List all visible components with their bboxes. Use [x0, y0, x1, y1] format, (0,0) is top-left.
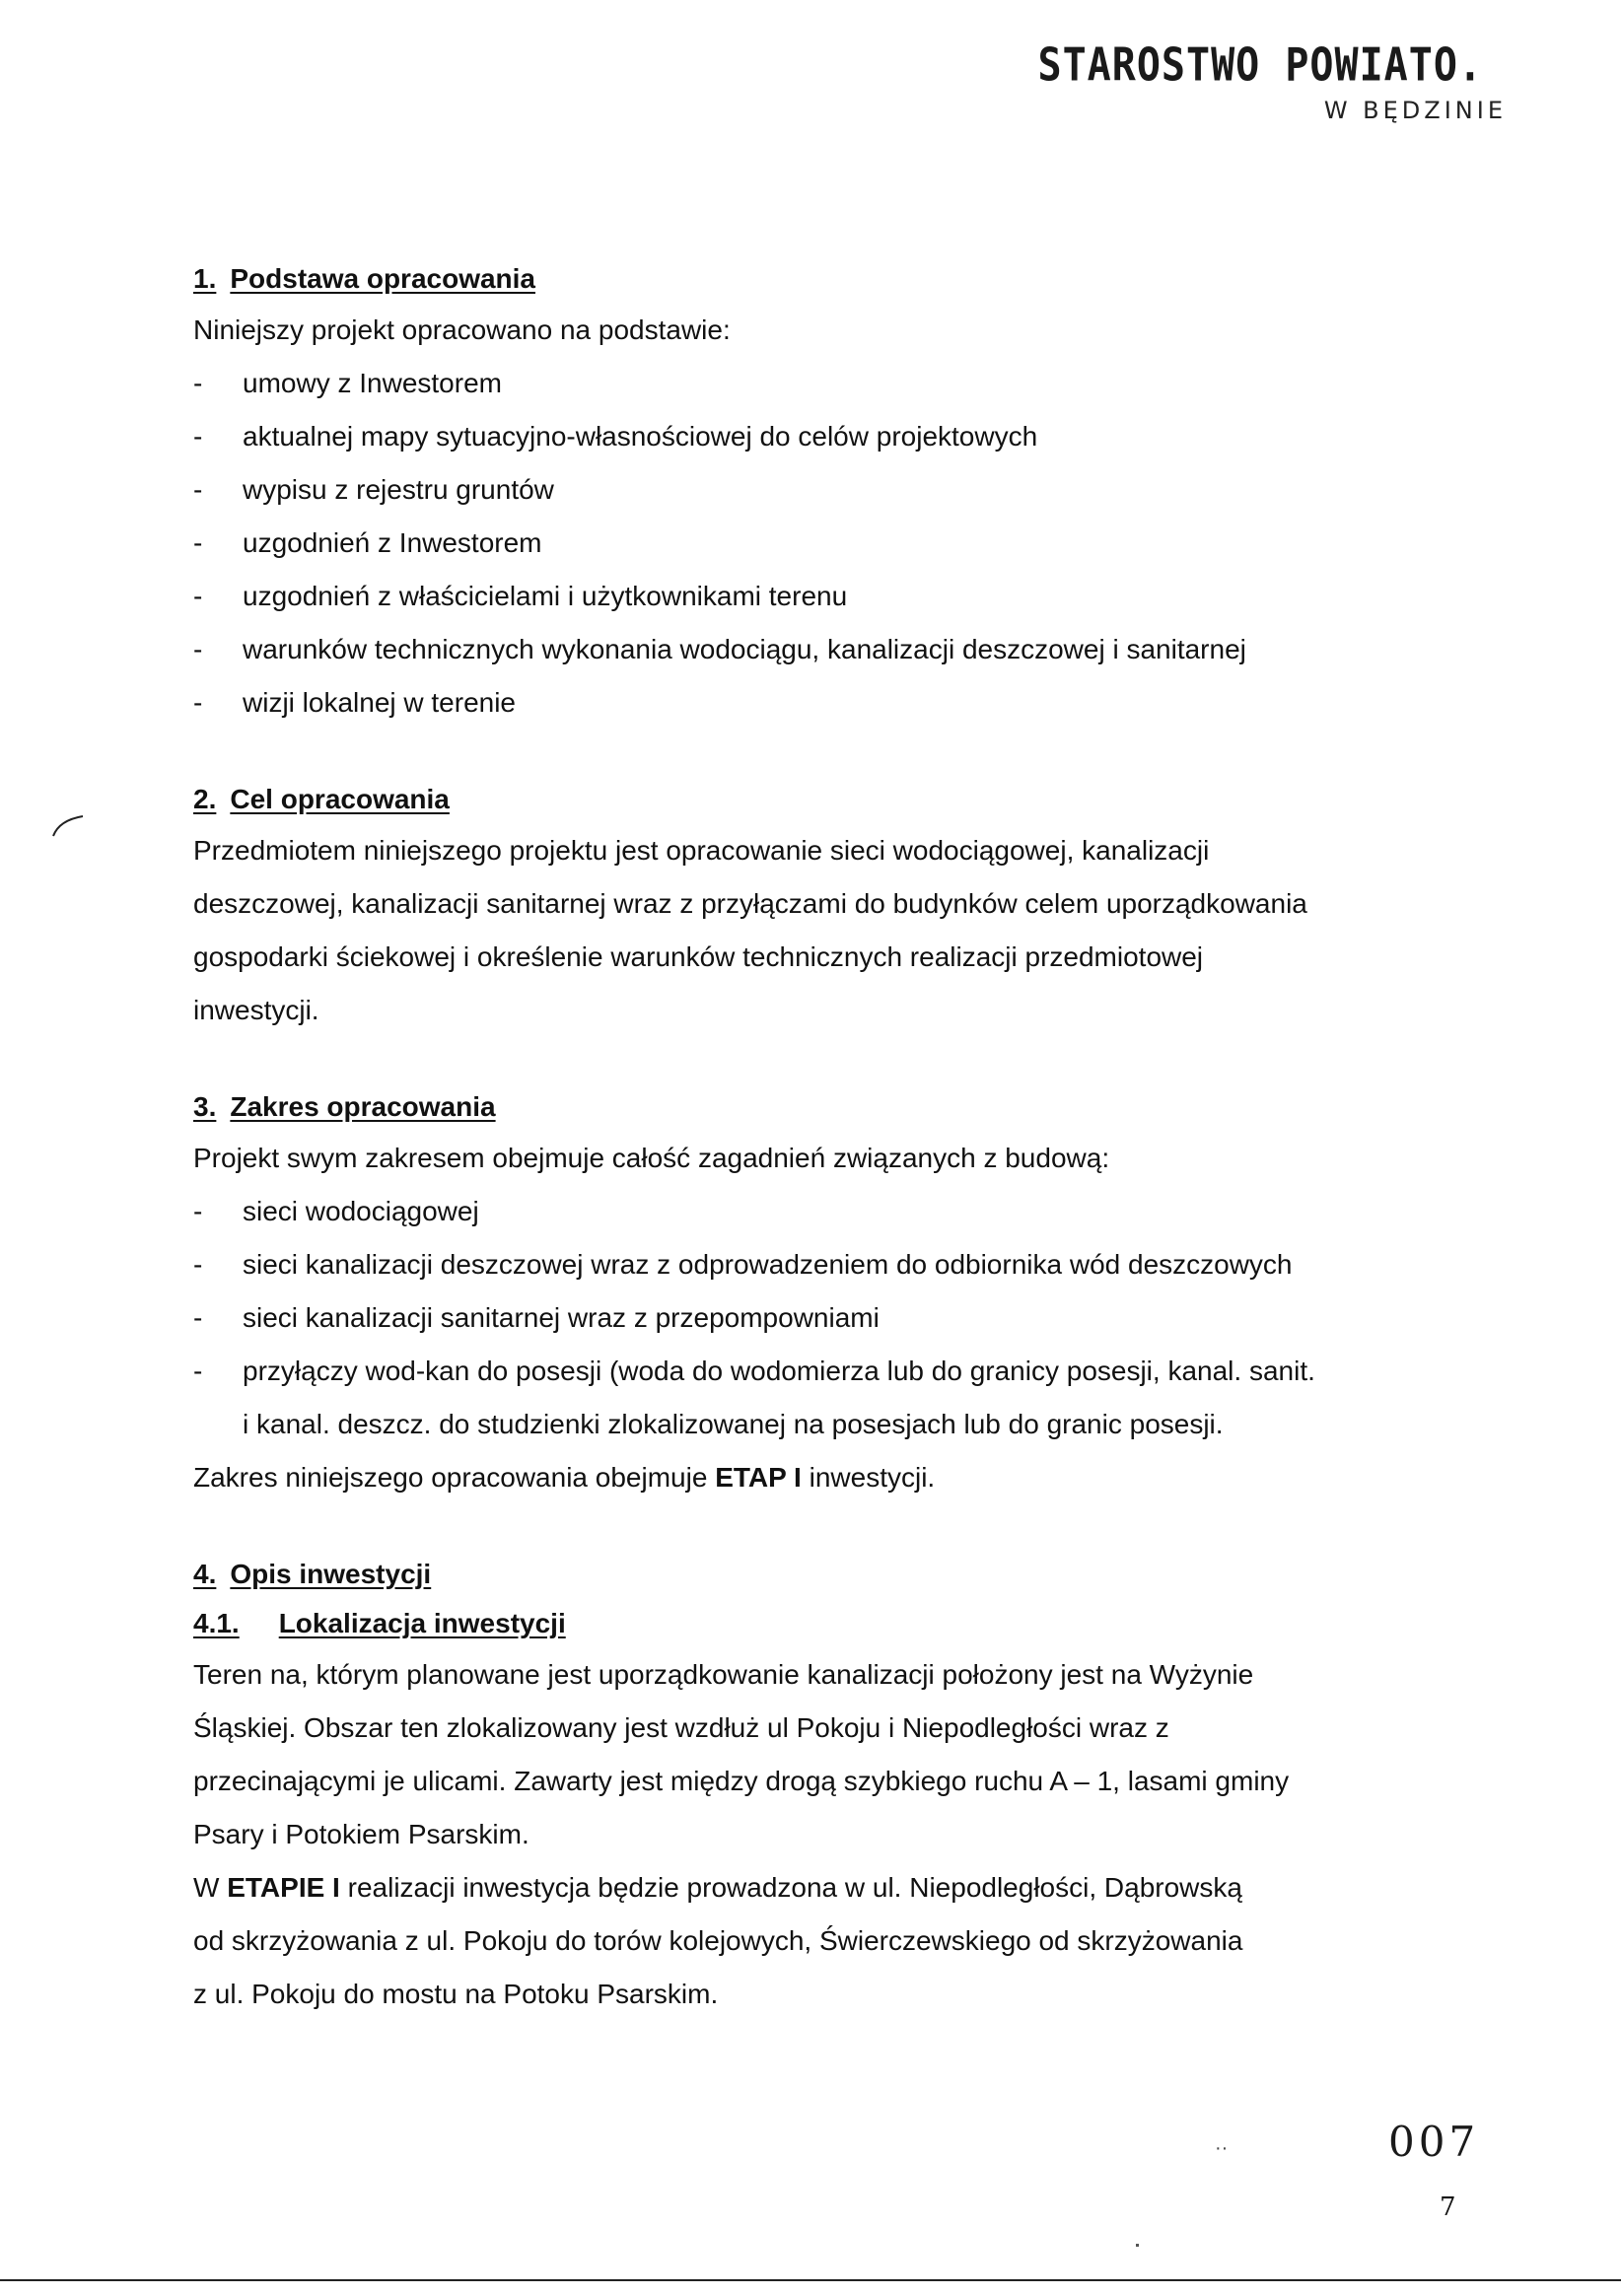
section-title: Opis inwestycji [230, 1559, 432, 1589]
list-item: - wypisu z rejestru gruntów [193, 474, 554, 505]
section-cel-opracowania [193, 775, 1475, 1037]
section-intro: Niniejszy projekt opracowano na podstawie: [193, 314, 731, 345]
list-item: - warunków technicznych wykonania wodociągu, kanalizacji deszczowej i sanitarnej [193, 634, 1246, 664]
list-item: - umowy z Inwestorem [193, 368, 502, 398]
section-heading [193, 1082, 1475, 1132]
section-podstawa-opracowania [193, 254, 1475, 730]
list-item: - aktualnej mapy sytuacyjno-własnościowej do celów projektowych [193, 421, 1038, 452]
paragraph-line: inwestycji. [193, 995, 319, 1025]
scope-closing: Zakres niniejszego opracowania obejmuje ETAP I inwestycji. [193, 1462, 936, 1493]
section-title: Podstawa opracowania [230, 263, 535, 294]
folio-number: 007 [1388, 2118, 1480, 2166]
list-item: - sieci wodociągowej [193, 1196, 479, 1226]
paragraph-line: przecinającymi je ulicami. Zawarty jest między drogą szybkiego ruchu A – 1, lasami gminy [193, 1766, 1290, 1796]
list-item: - uzgodnień z Inwestorem [193, 527, 542, 558]
section-heading [193, 1550, 1475, 1599]
paragraph-line: Psary i Potokiem Psarskim. [193, 1819, 529, 1849]
paragraph-line: z ul. Pokoju do mostu na Potoku Psarskim. [193, 1979, 719, 2009]
list-item: - sieci kanalizacji sanitarnej wraz z przepompowniami [193, 1302, 880, 1333]
page-number: 7 [1440, 2192, 1456, 2222]
section-title: Cel opracowania [230, 784, 450, 814]
list-item: - wizji lokalnej w terenie [193, 687, 517, 718]
etap-paragraph-line: W ETAPIE I realizacji inwestycja będzie prowadzona w ul. Niepodległości, Dąbrowską [193, 1872, 1242, 1903]
stamp-office-city: W BĘDZINIE [1323, 97, 1507, 124]
paragraph-line: Śląskiej. Obszar ten zlokalizowany jest wzdłuż ul Pokoju i Niepodległości wraz z [193, 1712, 1169, 1743]
section-number: 2. [193, 784, 217, 814]
section-heading [193, 254, 1475, 304]
office-stamp [1037, 39, 1507, 124]
section-title: Zakres opracowania [230, 1091, 496, 1122]
section-zakres-opracowania [193, 1082, 1475, 1504]
list-item: - sieci kanalizacji deszczowej wraz z odprowadzeniem do odbiornika wód deszczowych [193, 1249, 1293, 1280]
basis-list [193, 357, 1475, 730]
section-intro: Projekt swym zakresem obejmuje całość zagadnień związanych z budową: [193, 1143, 1110, 1173]
paragraph-line: Przedmiotem niniejszego projektu jest opracowanie sieci wodociągowej, kanalizacji [193, 835, 1210, 866]
scope-list [193, 1185, 1475, 1451]
folio-marks: ·· [1215, 2137, 1229, 2159]
section-heading [193, 775, 1475, 824]
margin-pen-mark [51, 814, 85, 838]
paragraph-line: Teren na, którym planowane jest uporządkowanie kanalizacji położony jest na Wyżynie [193, 1659, 1254, 1690]
paragraph-line: deszczowej, kanalizacji sanitarnej wraz z przyłączami do budynków celem uporządkowania [193, 888, 1307, 919]
subsection-title: Lokalizacja inwestycji [278, 1608, 566, 1638]
document-body [193, 254, 1475, 2021]
section-opis-inwestycji [193, 1550, 1475, 2021]
list-item: - przyłączy wod-kan do posesji (woda do wodomierza lub do granicy posesji, kanal. sanit. [193, 1356, 1315, 1386]
list-item-continuation: i kanal. deszcz. do studzienki zlokalizowanej na posesjach lub do granic posesji. [243, 1409, 1224, 1439]
paragraph-line: gospodarki ściekowej i określenie warunków technicznych realizacji przedmiotowej [193, 941, 1204, 972]
section-number: 4. [193, 1559, 217, 1589]
list-item: - uzgodnień z właścicielami i użytkownikami terenu [193, 581, 848, 611]
page-bottom-rule [0, 2279, 1621, 2281]
scan-artifact [1136, 2244, 1139, 2247]
subsection-heading [193, 1599, 1475, 1648]
subsection-number: 4.1. [193, 1608, 240, 1638]
section-number: 1. [193, 263, 217, 294]
paragraph-line: od skrzyżowania z ul. Pokoju do torów kolejowych, Świerczewskiego od skrzyżowania [193, 1925, 1243, 1956]
section-number: 3. [193, 1091, 217, 1122]
stamp-office-name: STAROSTWO POWIATO. [1037, 39, 1483, 92]
